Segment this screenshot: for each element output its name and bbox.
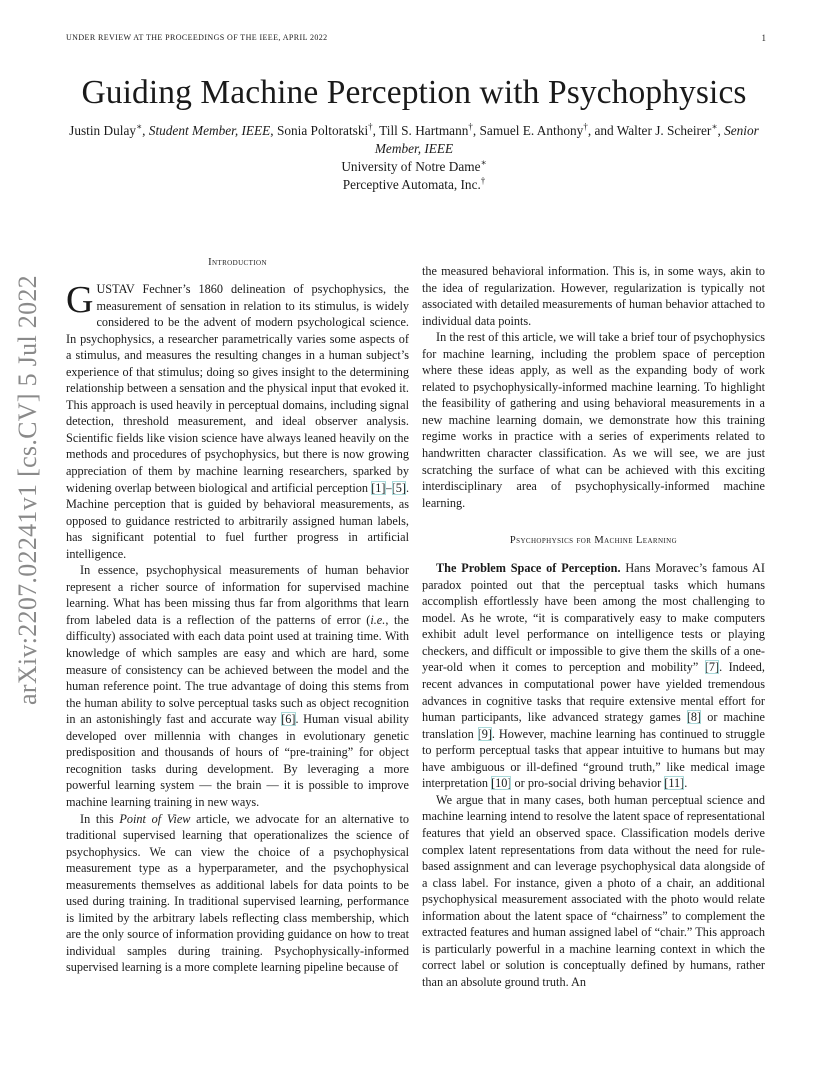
citation-link[interactable]: [11] — [664, 776, 685, 791]
arxiv-stamp — [8, 275, 48, 705]
run-in-heading: The Problem Space of Perception. — [436, 561, 621, 576]
paragraph-text: In this — [80, 811, 120, 826]
paragraph-text: or pro-social driving behavior — [511, 776, 665, 791]
citation-link[interactable]: [5] — [391, 480, 406, 495]
paragraph-text: article, we advocate for an alternative to traditional supervised learning that operationalizes the science of psychophysics. We can view the choice of a psychophysical measurement type as a hyperparameter, and the psychophysical measurements themselves as additional labels for data points to be used during training. In traditional supervised learning, performance is limited by the arbitrary labels reflecting class membership, which are the only source of information providing guidance on how to treat individual samples during training. Psychophysically-informed supervised learning is a more complete learning pipeline because of — [66, 811, 409, 975]
paragraph: We argue that in many cases, both human perceptual science and machine learning intend to resolve the latent space of representational features that yield an observed space. Classification models derive complex latent representations from data without the need for rule-based assignment and can leverage psychophysical data alongside of a class label. For instance, given a photo of a chair, an additional psychophysical measurement associated with the photo would relate information about the latent space of “chairness” to complement the extracted features and human assigned label of “chair.” This approach is particularly powerful in a machine learning context in which the correct label or solution is conceptually defined by humans, rather than an absolute ground truth. An — [422, 792, 765, 989]
italic-text: i.e. — [370, 612, 386, 627]
italic-text: Point of View — [119, 811, 191, 826]
author-name: Sonia Poltoratski — [276, 123, 369, 138]
author-mark: ∗ — [136, 121, 143, 132]
right-column — [422, 263, 765, 990]
paragraph — [66, 811, 409, 976]
paragraph-text: Hans Moravec’s famous AI paradox pointed out that the perceptual tasks which humans accomplish effortlessly have been among the most challenging to model. As he wrote, “it is comparatively easy to make computers exhibit adult level performance on intelligence tests or playing checkers, and difficult or impossible to give them the skills of a one-year-old when it comes to perception and mobility” — [422, 561, 765, 675]
arxiv-stamp-text: arXiv:2207.02241v1 [cs.CV] 5 Jul 2022 — [13, 275, 42, 705]
paper-title: Guiding Machine Perception with Psychophysics — [81, 74, 747, 111]
citation-link[interactable]: [7] — [704, 660, 720, 675]
author-mark: ∗ — [711, 121, 718, 132]
paragraph-text: . However, machine learning has continued to struggle to perform perceptual tasks that appear intuitive to humans but may have ambiguous or ill-defined “ground truth,” like medical image interpretation — [422, 726, 765, 791]
citation-link[interactable]: [1] — [371, 480, 386, 495]
affiliation — [60, 158, 768, 176]
section-heading-introduction: Introduction — [208, 257, 267, 268]
paragraph-text: . Human visual ability developed over millennia with changes in evolutionary genetic predisposition and thousands of hours of “pre-training” for object recognition tasks during development. By leveraging a more powerful learning system — the brain — it is possible to improve machine learning training in new ways. — [66, 712, 409, 809]
drop-cap: G — [66, 279, 94, 321]
affiliation-mark: ∗ — [480, 157, 487, 168]
author-mark: † — [583, 121, 588, 132]
paragraph: In the rest of this article, we will take a brief tour of psychophysics for machine learning, including the problem space of perception where these ideas apply, as well as the expanding body of work related to psychophysically-informed machine learning. To highlight the feasibility of gathering and using behavioral measurements in a new machine learning domain, we demonstrate how this training regime works in practice with a series of experiments related to handwritten character classification. As we will see, we are just scratching the surface of what can be achieved with this exciting interdisciplinary area of psychophysically-informed machine learning. — [422, 330, 765, 510]
author-name: Walter J. Scheirer — [616, 123, 712, 138]
author-mark: † — [468, 121, 473, 132]
citation-link[interactable]: [6] — [281, 712, 296, 727]
left-column — [66, 255, 409, 976]
affiliation-name: University of Notre Dame — [341, 159, 481, 174]
page-number: 1 — [761, 33, 766, 43]
paragraph-text: USTAV Fechner’s 1860 delineation of psychophysics, the measurement of sensation in relation to its stimulus, is widely considered to be the advent of modern psychological science. In psychophysics, a researcher parametrically varies some aspects of a stimulus, and measures the resulting changes in a human subject’s experience of that stimulus; doing so gives insight to the determining relationship between a sensation and the physical input that evoked it. This approach is used heavily in perceptual domains, including signal detection, threshold measurement, and ideal observer analysis. Scientific fields like vision science have always leaned heavily on the methods and procedures of psychophysics, but there is now growing appreciation of them by machine learning researchers, sparked by widening overlap between biological and artificial perception — [66, 282, 409, 495]
affiliation-name: Perceptive Automata, Inc. — [342, 177, 481, 192]
author-name: Samuel E. Anthony — [479, 123, 584, 138]
running-head: UNDER REVIEW AT THE PROCEEDINGS OF THE IEEE, APRIL 2022 — [66, 33, 328, 42]
affiliation-mark: † — [480, 175, 486, 186]
author-mark: † — [368, 121, 373, 132]
author-membership: Senior Member, IEEE — [374, 123, 759, 156]
paragraph — [66, 562, 409, 810]
paragraph-text: – — [385, 480, 392, 495]
author-block: Justin Dulay∗, Student Member, IEEE, Sonia Poltoratski†, Till S. Hartmann†, Samuel E. Anthony†, and Walter J. Scheirer∗, Senior Member, IEEE University of Notre Dame∗ Perceptive Automata, Inc.† — [60, 122, 768, 194]
author-membership: Student Member, IEEE — [148, 123, 271, 138]
paragraph-text: . Machine perception that is guided by behavioral measurements, as opposed to guidance restricted to arbitrarily assigned human labels, has significant potential to fuel further progress in artificial intelligence. — [66, 480, 409, 561]
paragraph-text: . — [684, 776, 688, 791]
paragraph-text: , the difficulty) associated with each data point used at training time. With knowledge of which samples are easy and which are hard, some measure of consistency can be achieved between the model and the human reference point. The true advantage of doing this stems from the human ability to solve perceptual tasks such as object recognition in an astonishingly fast and accurate way — [66, 612, 409, 727]
paragraph-text: or machine translation — [422, 710, 765, 741]
paragraph-text: In essence, psychophysical measurements of human behavior represent a richer source of information for supervised machine learning. What has been missing thus far from algorithms that learn from labeled data is a reflection of the patterns of error ( — [66, 563, 409, 627]
citation-link[interactable]: [8] — [686, 710, 702, 725]
author-name: Justin Dulay — [69, 123, 137, 138]
affiliation — [60, 176, 768, 194]
paragraph — [66, 281, 409, 562]
paragraph: the measured behavioral information. This is, in some ways, akin to the idea of regularization. However, regularization is typically not associated with detailed measurements of human behavior attached to individual data points. — [422, 264, 765, 328]
section-heading-psychophysics: Psychophysics for Machine Learning — [509, 535, 678, 547]
author-name: Till S. Hartmann — [379, 123, 469, 138]
citation-link[interactable]: [10] — [491, 776, 512, 791]
paragraph-text: . Indeed, recent advances in computational power have yielded tremendous advances in cognitive tasks that require extensive mental effort for human participants, like advanced strategy games — [422, 660, 765, 725]
paragraph — [422, 560, 765, 792]
citation-link[interactable]: [9] — [477, 726, 492, 741]
